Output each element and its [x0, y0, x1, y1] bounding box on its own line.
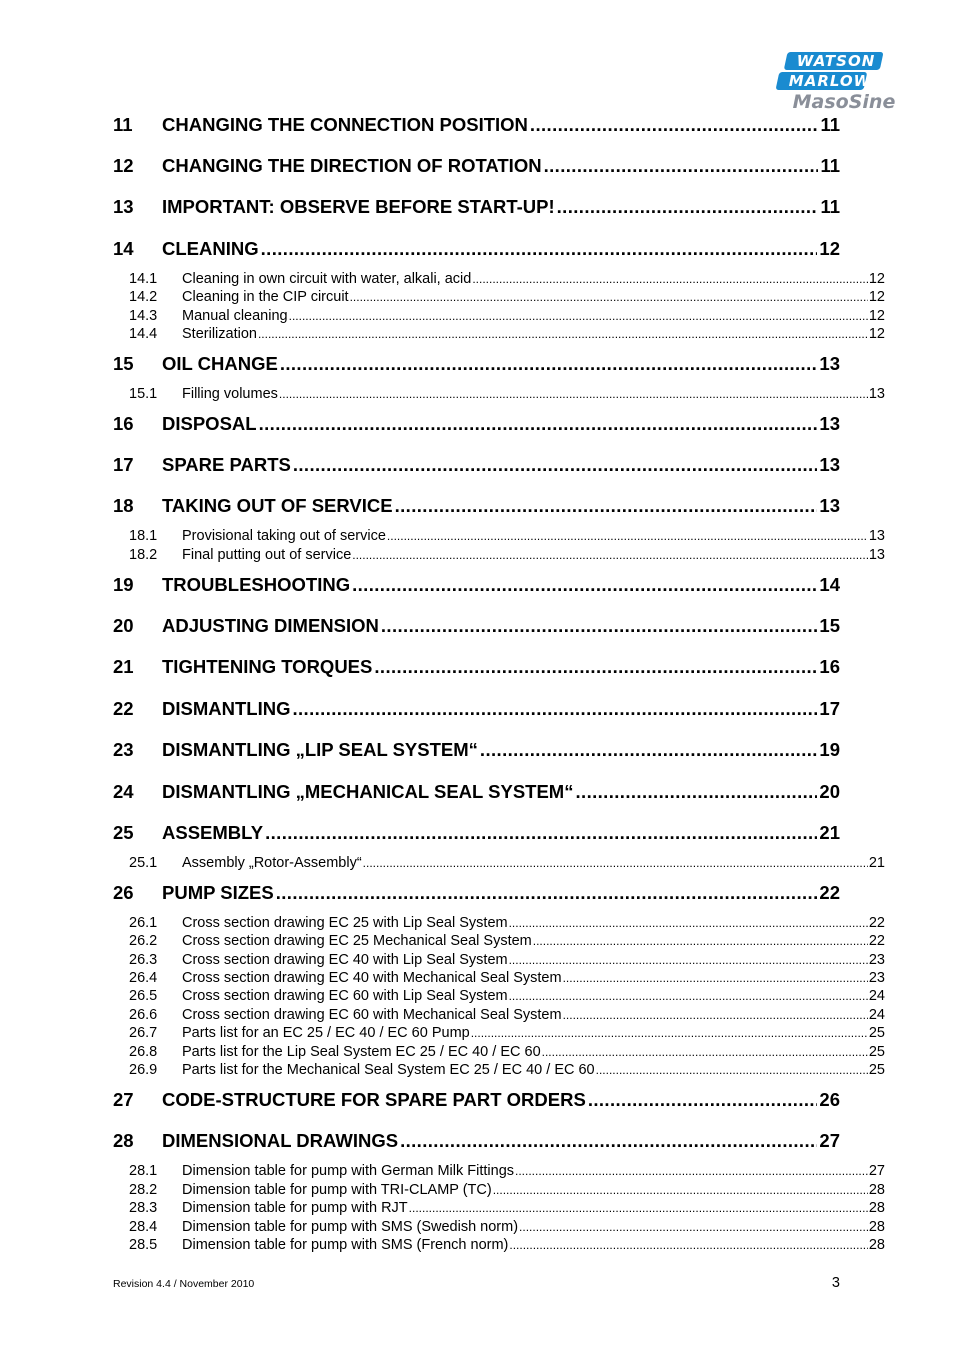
toc-dot-leader	[387, 527, 868, 545]
toc-entry-page: 23	[868, 970, 885, 986]
toc-entry-number: 18	[113, 495, 134, 516]
toc-entry-page: 24	[868, 988, 885, 1004]
toc-dot-leader	[509, 1236, 867, 1254]
toc-entry-page: 26	[819, 1089, 840, 1110]
toc-entry-number: 11	[113, 114, 133, 135]
toc-section-entry[interactable]	[129, 1043, 885, 1061]
toc-entry-title: IMPORTANT: OBSERVE BEFORE START-UP!	[162, 196, 555, 217]
toc-entry-number: 26.4	[129, 970, 158, 986]
toc-dot-leader	[575, 780, 817, 804]
toc-dot-leader	[259, 412, 818, 436]
toc-chapter-entry[interactable]	[113, 573, 840, 597]
toc-entry-page: 25	[868, 1062, 885, 1078]
toc-entry-page: 16	[819, 656, 840, 677]
toc-entry-page: 12	[868, 308, 885, 324]
toc-entry-page: 27	[868, 1163, 885, 1179]
toc-chapter-entry[interactable]	[113, 738, 840, 762]
toc-entry-number: 28.3	[129, 1200, 158, 1216]
toc-chapter-entry[interactable]	[113, 697, 840, 721]
toc-chapter-entry[interactable]	[113, 412, 840, 436]
toc-entry-number: 28.5	[129, 1237, 158, 1253]
toc-entry-title: TIGHTENING TORQUES	[162, 656, 373, 677]
toc-entry-title: TROUBLESHOOTING	[162, 574, 351, 595]
toc-dot-leader	[515, 1162, 868, 1180]
toc-section-entry[interactable]	[129, 854, 885, 872]
toc-dot-leader	[363, 854, 868, 872]
toc-dot-leader	[563, 969, 868, 987]
toc-dot-leader	[350, 288, 868, 306]
toc-chapter-entry[interactable]	[113, 352, 840, 376]
toc-entry-title: Cleaning in own circuit with water, alkali, acid	[182, 271, 472, 287]
toc-entry-number: 13	[113, 196, 134, 217]
toc-entry-number: 23	[113, 739, 134, 760]
toc-dot-leader	[596, 1061, 868, 1079]
toc-entry-number: 15	[113, 353, 134, 374]
toc-dot-leader	[493, 1181, 868, 1199]
toc-entry-page: 25	[868, 1025, 885, 1041]
toc-dot-leader	[588, 1088, 818, 1112]
toc-entry-title: Assembly „Rotor-Assembly“	[182, 855, 362, 871]
toc-chapter-entry[interactable]	[113, 494, 840, 518]
toc-dot-leader	[409, 1199, 868, 1217]
toc-entry-title: Parts list for the Mechanical Seal System EC 25 / EC 40 / EC 60	[182, 1062, 595, 1078]
toc-entry-title: Cross section drawing EC 40 with Lip Seal System	[182, 952, 508, 968]
toc-entry-title: ASSEMBLY	[162, 822, 264, 843]
toc-entry-title: CHANGING THE DIRECTION OF ROTATION	[162, 155, 542, 176]
toc-entry-number: 26.5	[129, 988, 158, 1004]
toc-chapter-entry[interactable]	[113, 821, 840, 845]
toc-section-entry[interactable]	[129, 1061, 885, 1079]
toc-entry-page: 13	[868, 386, 885, 402]
toc-dot-leader	[352, 546, 868, 564]
toc-entry-page: 28	[868, 1219, 885, 1235]
toc-entry-title: Cross section drawing EC 60 with Mechanical Seal System	[182, 1007, 562, 1023]
toc-entry-number: 25	[113, 822, 134, 843]
toc-entry-title: CLEANING	[162, 238, 259, 259]
toc-section-entry[interactable]	[129, 307, 885, 325]
toc-entry-page: 19	[819, 739, 840, 760]
toc-entry-page: 22	[868, 915, 885, 931]
toc-dot-leader	[533, 932, 868, 950]
page-number: 3	[831, 1275, 840, 1291]
toc-entry-number: 26.3	[129, 952, 158, 968]
toc-dot-leader	[293, 453, 818, 477]
toc-entry-number: 19	[113, 574, 134, 595]
toc-entry-number: 27	[113, 1089, 134, 1110]
toc-entry-title: Cross section drawing EC 25 with Lip Seal System	[182, 915, 508, 931]
toc-dot-leader	[395, 494, 818, 518]
toc-section-entry[interactable]	[129, 914, 885, 932]
toc-section-entry[interactable]	[129, 1236, 885, 1254]
toc-entry-page: 24	[868, 1007, 885, 1023]
toc-dot-leader	[374, 655, 817, 679]
revision-note: Revision 4.4 / November 2010	[113, 1278, 255, 1290]
toc-entry-title: Sterilization	[182, 326, 257, 342]
toc-entry-number: 14.4	[129, 326, 158, 342]
toc-entry-page: 20	[819, 781, 840, 802]
toc-entry-number: 18.1	[129, 528, 158, 544]
toc-dot-leader	[261, 237, 818, 261]
toc-entry-number: 24	[113, 781, 134, 802]
toc-entry-title: Final putting out of service	[182, 547, 352, 563]
toc-entry-title: OIL CHANGE	[162, 353, 278, 374]
toc-dot-leader	[258, 325, 868, 343]
toc-section-entry[interactable]	[129, 987, 885, 1005]
toc-entry-page: 27	[819, 1130, 840, 1151]
toc-entry-number: 21	[113, 656, 134, 677]
toc-entry-title: CHANGING THE CONNECTION POSITION	[162, 114, 528, 135]
toc-dot-leader	[279, 385, 868, 403]
toc-entry-number: 26.9	[129, 1062, 158, 1078]
toc-section-entry[interactable]	[129, 1181, 885, 1199]
toc-section-entry[interactable]	[129, 385, 885, 403]
logo-line1: WATSON	[796, 52, 876, 70]
toc-chapter-entry[interactable]	[113, 780, 840, 804]
toc-entry-number: 14.2	[129, 289, 158, 305]
toc-entry-page: 13	[868, 528, 885, 544]
toc-section-entry[interactable]	[129, 325, 885, 343]
toc-dot-leader	[557, 195, 819, 219]
toc-dot-leader	[276, 881, 818, 905]
toc-entry-number: 20	[113, 615, 134, 636]
toc-entry-title: SPARE PARTS	[162, 454, 291, 475]
toc-entry-title: Dimension table for pump with TRI-CLAMP (TC)	[182, 1182, 492, 1198]
toc-entry-number: 14.3	[129, 308, 158, 324]
toc-dot-leader	[544, 154, 819, 178]
toc-entry-number: 22	[113, 698, 134, 719]
toc-entry-title: Dimension table for pump with SMS (Swedish norm)	[182, 1219, 519, 1235]
toc-entry-title: Dimension table for pump with RJT	[182, 1200, 408, 1216]
toc-entry-title: Provisional taking out of service	[182, 528, 386, 544]
toc-entry-page: 13	[868, 547, 885, 563]
toc-entry-number: 28	[113, 1130, 134, 1151]
toc-section-entry[interactable]	[129, 969, 885, 987]
toc-entry-page: 15	[819, 615, 840, 636]
toc-dot-leader	[519, 1218, 868, 1236]
toc-entry-page: 11	[820, 155, 840, 176]
toc-entry-number: 26.6	[129, 1007, 158, 1023]
toc-entry-page: 25	[868, 1044, 885, 1060]
toc-entry-title: ADJUSTING DIMENSION	[162, 615, 379, 636]
toc-entry-page: 11	[820, 114, 840, 135]
logo-line2: MARLOW	[788, 72, 872, 90]
toc-entry-title: Dimension table for pump with SMS (French norm)	[182, 1237, 509, 1253]
toc-entry-page: 17	[819, 698, 840, 719]
toc-entry-page: 21	[819, 822, 840, 843]
toc-entry-page: 12	[868, 326, 885, 342]
toc-entry-title: DISMANTLING	[162, 698, 291, 719]
toc-dot-leader	[480, 738, 818, 762]
toc-entry-number: 28.1	[129, 1163, 158, 1179]
toc-entry-page: 11	[820, 196, 840, 217]
toc-chapter-entry[interactable]	[113, 237, 840, 261]
toc-section-entry[interactable]	[129, 932, 885, 950]
toc-section-entry[interactable]	[129, 288, 885, 306]
toc-dot-leader	[381, 614, 818, 638]
toc-dot-leader	[542, 1043, 868, 1061]
toc-entry-title: DISMANTLING „MECHANICAL SEAL SYSTEM“	[162, 781, 574, 802]
toc-dot-leader	[509, 914, 868, 932]
toc-section-entry[interactable]	[129, 546, 885, 564]
toc-entry-number: 25.1	[129, 855, 158, 871]
toc-entry-title: DISMANTLING „LIP SEAL SYSTEM“	[162, 739, 478, 760]
toc-section-entry[interactable]	[129, 1006, 885, 1024]
toc-chapter-entry[interactable]	[113, 113, 840, 137]
toc-dot-leader	[265, 821, 817, 845]
toc-entry-title: DISPOSAL	[162, 413, 257, 434]
toc-entry-number: 26.8	[129, 1044, 158, 1060]
toc-entry-title: Manual cleaning	[182, 308, 288, 324]
toc-dot-leader	[280, 352, 818, 376]
toc-entry-page: 28	[868, 1200, 885, 1216]
toc-entry-number: 26	[113, 882, 134, 903]
logo-line3: MasoSine	[792, 91, 896, 112]
toc-entry-title: Cleaning in the CIP circuit	[182, 289, 349, 305]
toc-chapter-entry[interactable]	[113, 881, 840, 905]
toc-entry-page: 13	[819, 353, 840, 374]
toc-entry-page: 13	[819, 454, 840, 475]
toc-entry-title: PUMP SIZES	[162, 882, 274, 903]
toc-entry-number: 12	[113, 155, 134, 176]
toc-entry-number: 26.2	[129, 933, 158, 949]
toc-entry-title: Cross section drawing EC 25 Mechanical Seal System	[182, 933, 532, 949]
toc-entry-page: 28	[868, 1182, 885, 1198]
toc-dot-leader	[563, 1006, 868, 1024]
toc-entry-number: 18.2	[129, 547, 158, 563]
toc-entry-number: 28.2	[129, 1182, 158, 1198]
toc-entry-title: Parts list for an EC 25 / EC 40 / EC 60 Pump	[182, 1025, 470, 1041]
toc-entry-title: Parts list for the Lip Seal System EC 25 / EC 40 / EC 60	[182, 1044, 541, 1060]
toc-chapter-entry[interactable]	[113, 195, 840, 219]
toc-entry-number: 26.1	[129, 915, 158, 931]
toc-dot-leader	[352, 573, 817, 597]
toc-entry-number: 26.7	[129, 1025, 158, 1041]
toc-entry-number: 16	[113, 413, 134, 434]
toc-entry-page: 12	[868, 289, 885, 305]
toc-entry-page: 13	[819, 413, 840, 434]
toc-entry-page: 14	[819, 574, 840, 595]
toc-chapter-entry[interactable]	[113, 614, 840, 638]
toc-entry-page: 22	[868, 933, 885, 949]
toc-entry-page: 12	[819, 238, 840, 259]
toc-entry-number: 15.1	[129, 386, 158, 402]
toc-dot-leader	[400, 1129, 817, 1153]
toc-dot-leader	[472, 270, 868, 288]
toc-entry-title: Filling volumes	[182, 386, 278, 402]
toc-section-entry[interactable]	[129, 527, 885, 545]
toc-dot-leader	[509, 987, 868, 1005]
toc-entry-page: 13	[819, 495, 840, 516]
toc-entry-title: Cross section drawing EC 40 with Mechanical Seal System	[182, 970, 562, 986]
toc-entry-number: 14	[113, 238, 134, 259]
toc-entry-number: 14.1	[129, 271, 158, 287]
toc-chapter-entry[interactable]	[113, 453, 840, 477]
toc-dot-leader	[530, 113, 819, 137]
toc-entry-page: 22	[819, 882, 840, 903]
toc-section-entry[interactable]	[129, 1199, 885, 1217]
toc-chapter-entry[interactable]	[113, 655, 840, 679]
toc-entry-page: 23	[868, 952, 885, 968]
toc-entry-number: 28.4	[129, 1219, 158, 1235]
toc-chapter-entry[interactable]	[113, 154, 840, 178]
toc-section-entry[interactable]	[129, 1218, 885, 1236]
toc-dot-leader	[292, 697, 817, 721]
toc-section-entry[interactable]	[129, 270, 885, 288]
toc-entry-page: 12	[868, 271, 885, 287]
toc-section-entry[interactable]	[129, 1024, 885, 1042]
toc-entry-page: 21	[868, 855, 885, 871]
toc-section-entry[interactable]	[129, 951, 885, 969]
toc-entry-title: DIMENSIONAL DRAWINGS	[162, 1130, 399, 1151]
toc-entry-title: Cross section drawing EC 60 with Lip Seal System	[182, 988, 508, 1004]
toc-chapter-entry[interactable]	[113, 1129, 840, 1153]
toc-section-entry[interactable]	[129, 1162, 885, 1180]
toc-entry-title: CODE-STRUCTURE FOR SPARE PART ORDERS	[162, 1089, 586, 1110]
toc-dot-leader	[289, 307, 868, 325]
toc-entry-title: Dimension table for pump with German Milk Fittings	[182, 1163, 515, 1179]
toc-entry-number: 17	[113, 454, 134, 475]
toc-chapter-entry[interactable]	[113, 1088, 840, 1112]
toc-dot-leader	[471, 1024, 868, 1042]
toc-entry-page: 28	[868, 1237, 885, 1253]
toc-dot-leader	[509, 951, 868, 969]
toc-entry-title: TAKING OUT OF SERVICE	[162, 495, 393, 516]
